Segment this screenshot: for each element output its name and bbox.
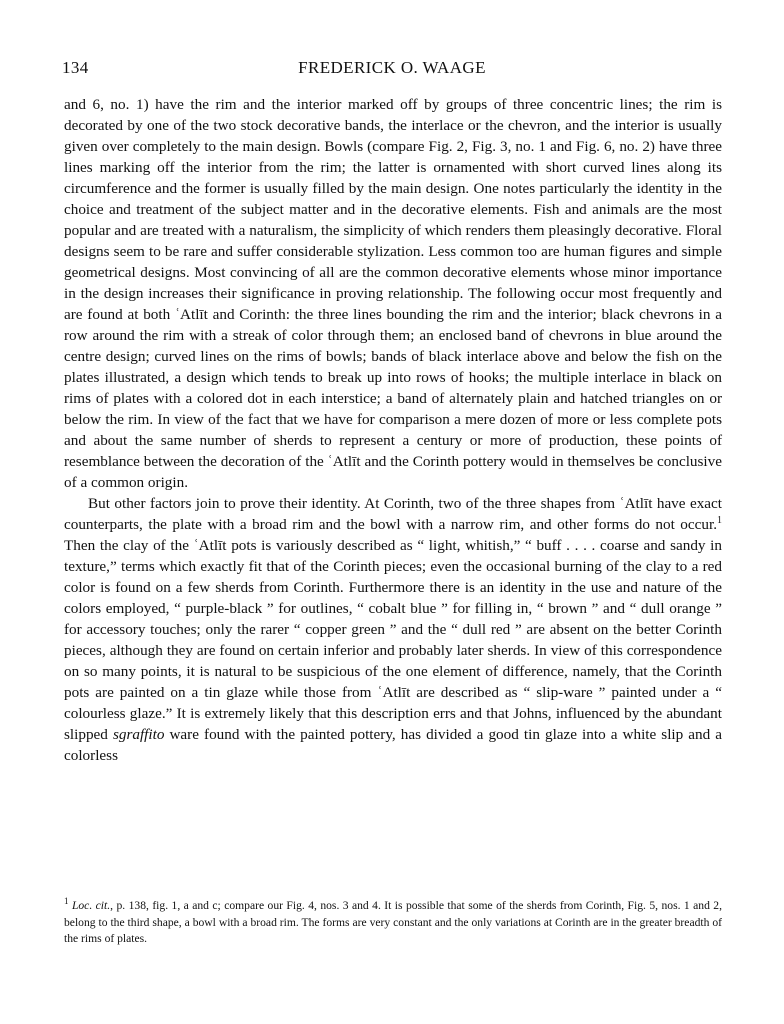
footnote-mark: 1 <box>64 896 69 907</box>
running-head: FREDERICK O. WAAGE <box>298 58 486 77</box>
footnote <box>64 898 722 948</box>
footnote-reference: 1 <box>717 514 722 526</box>
italic-term: sgraffito <box>112 726 165 743</box>
paragraph-2-part-1: But other factors join to prove their identity. At Corinth, two of the three shapes from ʿAtlīt have exact counterparts, the plate with a broad rim and the bowl with a narrow rim, and other forms do not occur. <box>64 495 722 533</box>
paragraph-2 <box>64 493 722 766</box>
footnote-loc-cit: Loc. cit. <box>71 899 111 912</box>
paragraph-2-part-3: ware found with the painted pottery, has divided a good tin glaze into a white slip and a colorless <box>64 726 723 764</box>
footnote-text: , p. 138, fig. 1, a and c; compare our Fig. 4, nos. 3 and 4. It is possible that some of the sherds from Corinth, Fig. 5, nos. 1 and 2, belong to the third shape, a bowl with a broad rim. The forms are very constant and the only variations at Corinth are in the greater breadth of the rims of plates. <box>64 899 722 945</box>
page-number: 134 <box>62 58 89 77</box>
page-header <box>62 58 722 82</box>
paragraph-2-part-2: Then the clay of the ʿAtlīt pots is variously described as “ light, whitish,” “ buff . . . . coarse and sandy in texture,” terms which exactly fit that of the Corinth pieces; even the occasional burning of the clay to a red color is found on a few sherds from Corinth. Furthermore there is an identity in the use and nature of the colors employed, “ purple-black ” for outlines, “ cobalt blue ” for filling in, “ brown ” and “ dull orange ” for accessory touches; only the rarer “ copper green ” and the “ dull red ” are absent on the better Corinth pieces, although they are found on certain inferior and probably later sherds. In view of this correspondence on so many points, it is natural to be suspicious of the one element of difference, namely, that the Corinth pots are painted on a tin glaze while those from ʿAtlīt are described as “ slip-ware ” painted under a “ colourless glaze.” It is extremely likely that this description errs and that Johns, influenced by the abundant slipped <box>64 537 722 743</box>
body-text <box>64 94 722 766</box>
paragraph-1: and 6, no. 1) have the rim and the interior marked off by groups of three concentric lines; the rim is decorated by one of the two stock decorative bands, the interlace or the chevron, and the interior is usually given over completely to the main design. Bowls (compare Fig. 2, Fig. 3, no. 1 and Fig. 6, no. 2) have three lines marking off the interior from the rim; the latter is ornamented with short curved lines along its circumference and the former is usually filled by the main design. One notes particularly the identity in the choice and treatment of the subject matter and in the decorative elements. Fish and animals are the most popular and are treated with a naturalism, the simplicity of which renders them pleasingly decorative. Floral designs seem to be rare and suffer considerable stylization. Less common too are human figures and simple geometrical designs. Most convincing of all are the common decorative elements whose minor importance in the design increases their significance in proving relationship. The following occur most frequently and are found at both ʿAtlīt and Corinth: the three lines bounding the rim and the interior; black chevrons in a row around the rim with a streak of color through them; an enclosed band of chevrons in blue around the centre design; curved lines on the rims of bowls; bands of black interlace above and below the fish on the plates illustrated, a design which tends to break up into rows of hooks; the multiple interlace in black on rims of plates with a colored dot in each interstice; a band of alternately plain and hatched triangles on or below the rim. In view of the fact that we have for comparison a mere dozen of more or less complete pots and about the same number of sherds to represent a century or more of production, these points of resemblance between the decoration of the ʿAtlīt and the Corinth pottery would in themselves be conclusive of a common origin. <box>64 96 722 491</box>
